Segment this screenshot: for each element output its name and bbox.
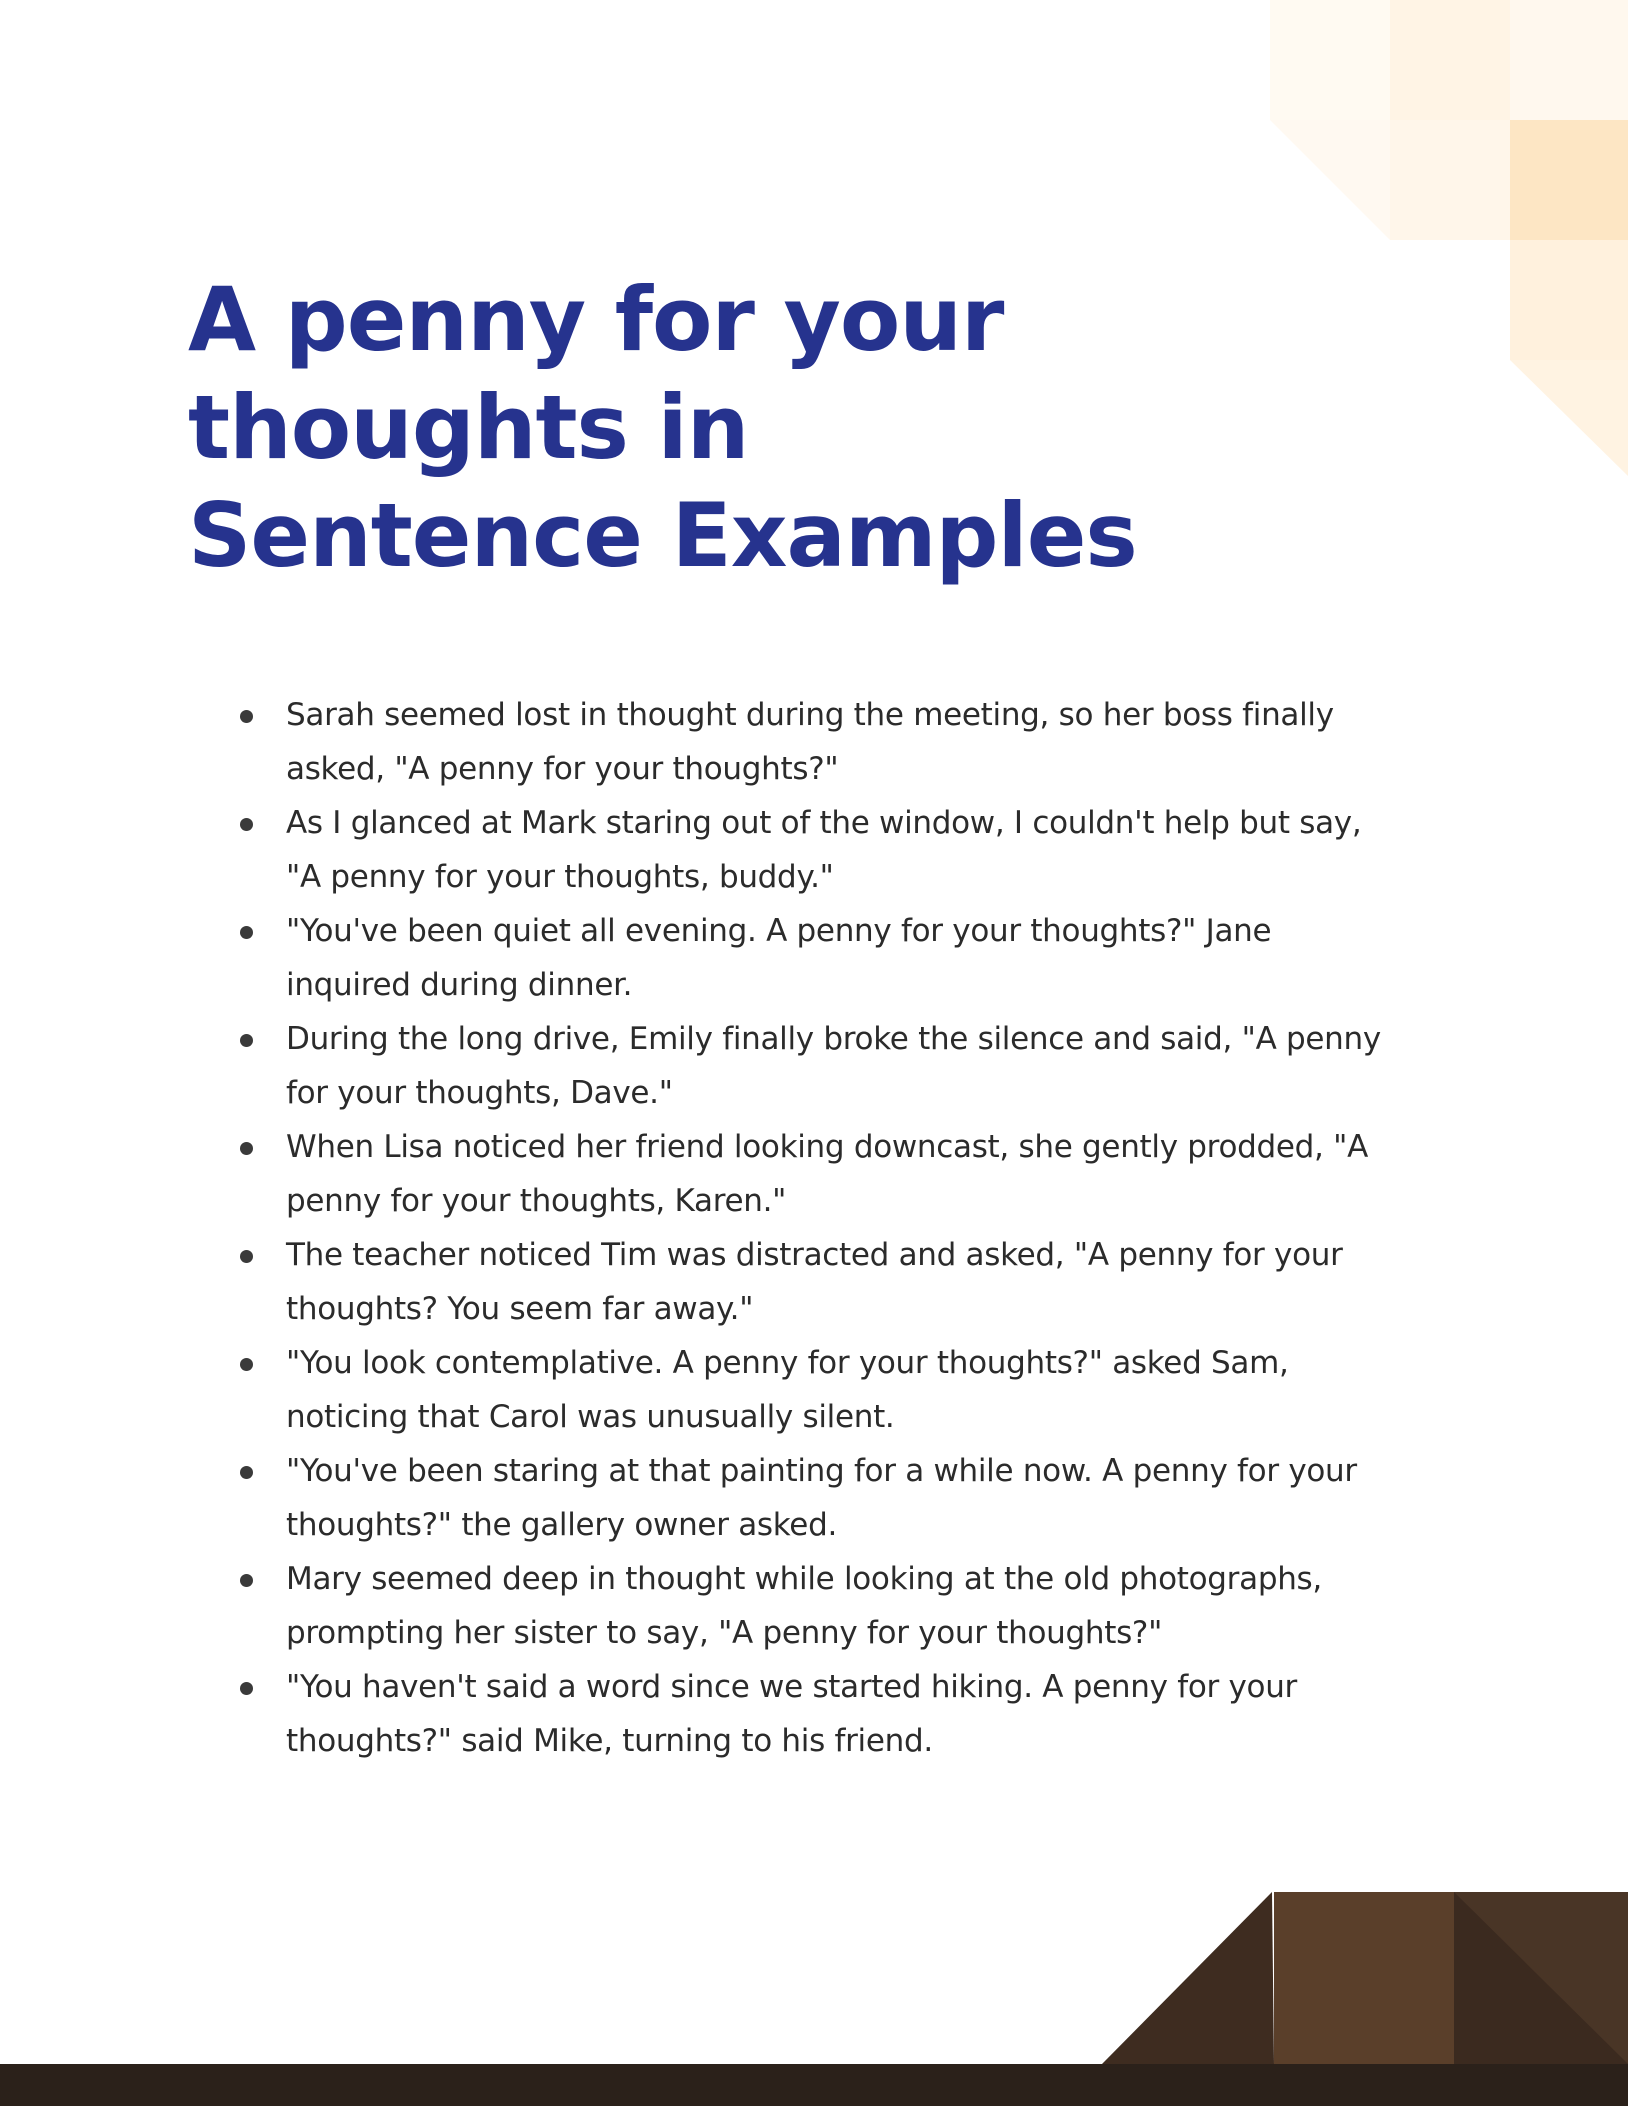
list-item-text: thoughts?" the gallery owner asked.	[286, 1507, 837, 1543]
list-item	[238, 1228, 1438, 1336]
top-right-pattern	[1270, 0, 1628, 476]
bullet-dot-icon	[240, 926, 253, 939]
list-item-text: asked, "A penny for your thoughts?"	[286, 751, 839, 787]
list-item	[238, 688, 1438, 796]
list-item	[238, 904, 1438, 1012]
list-item-text: "A penny for your thoughts, buddy."	[286, 859, 834, 895]
list-item-text: "You look contemplative. A penny for your thoughts?" asked Sam,	[286, 1345, 1289, 1381]
bullet-dot-icon	[240, 1142, 253, 1155]
page-title	[188, 266, 1288, 590]
list-item-text: "You haven't said a word since we started hiking. A penny for your	[286, 1669, 1297, 1705]
list-item-text: prompting her sister to say, "A penny for your thoughts?"	[286, 1615, 1163, 1651]
list-item-text: thoughts?" said Mike, turning to his friend.	[286, 1723, 933, 1759]
list-item	[238, 1012, 1438, 1120]
bullet-dot-icon	[240, 1250, 253, 1263]
list-item	[238, 1120, 1438, 1228]
list-item	[238, 1336, 1438, 1444]
list-item-text: Sarah seemed lost in thought during the meeting, so her boss finally	[286, 697, 1334, 733]
list-item	[238, 1444, 1438, 1552]
list-item	[238, 1552, 1438, 1660]
bottom-right-pattern	[0, 1892, 1628, 2106]
list-item-text: noticing that Carol was unusually silent.	[286, 1399, 895, 1435]
bullet-dot-icon	[240, 710, 253, 723]
bullet-dot-icon	[240, 818, 253, 831]
list-item-text: "You've been staring at that painting for a while now. A penny for your	[286, 1453, 1357, 1489]
bullet-dot-icon	[240, 1358, 253, 1371]
list-item-text: "You've been quiet all evening. A penny for your thoughts?" Jane	[286, 913, 1272, 949]
bullet-dot-icon	[240, 1574, 253, 1587]
example-sentence-list	[238, 688, 1438, 1768]
list-item-text: The teacher noticed Tim was distracted and asked, "A penny for your	[286, 1237, 1343, 1273]
list-item-text: During the long drive, Emily finally broke the silence and said, "A penny	[286, 1021, 1381, 1057]
list-item-text: penny for your thoughts, Karen."	[286, 1183, 787, 1219]
list-item-text: inquired during dinner.	[286, 967, 633, 1003]
bullet-dot-icon	[240, 1034, 253, 1047]
list-item	[238, 796, 1438, 904]
bullet-dot-icon	[240, 1466, 253, 1479]
title-line: A penny for your	[188, 268, 1004, 371]
list-item-text: When Lisa noticed her friend looking downcast, she gently prodded, "A	[286, 1129, 1368, 1165]
list-item-text: As I glanced at Mark staring out of the window, I couldn't help but say,	[286, 805, 1362, 841]
bullet-dot-icon	[240, 1682, 253, 1695]
title-line: thoughts in	[188, 376, 749, 479]
list-item	[238, 1660, 1438, 1768]
list-item-text: for your thoughts, Dave."	[286, 1075, 673, 1111]
list-item-text: thoughts? You seem far away."	[286, 1291, 754, 1327]
list-item-text: Mary seemed deep in thought while looking at the old photographs,	[286, 1561, 1322, 1597]
title-line: Sentence Examples	[188, 484, 1137, 587]
